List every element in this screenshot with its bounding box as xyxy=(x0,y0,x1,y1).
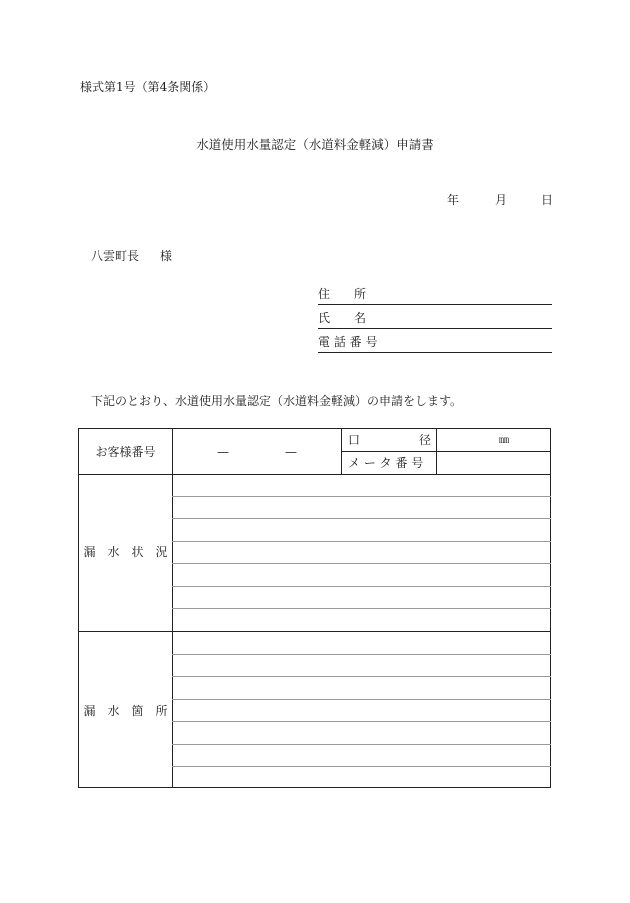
applicant-phone-label: 電 話 番 号 xyxy=(318,335,378,349)
date-day-label: 日 xyxy=(541,193,554,207)
customer-number-dash-1: — xyxy=(217,445,229,459)
leak-location-label: 漏 水 箇 所 xyxy=(83,704,168,718)
applicant-phone-row xyxy=(318,335,552,353)
applicant-name-row xyxy=(318,311,552,329)
diameter-unit: ㎜ xyxy=(499,435,509,446)
intro-text: 下記のとおり、水道使用水量認定（水道料金軽減）の申請をします。 xyxy=(91,394,463,408)
document-title: 水道使用水量認定（水道料金軽減）申請書 xyxy=(196,137,434,152)
customer-number-dash-2: — xyxy=(285,445,297,459)
addressee-name: 八雲町長 xyxy=(91,249,140,263)
leak-status-label: 漏 水 状 況 xyxy=(83,545,168,559)
diameter-label-part-2: 径 xyxy=(419,433,432,447)
date-year-label: 年 xyxy=(447,193,460,207)
diameter-label-part-1: 口 xyxy=(348,433,361,447)
diameter-field[interactable] xyxy=(437,430,551,451)
date-month-label: 月 xyxy=(495,193,508,207)
customer-number-field[interactable] xyxy=(173,430,340,473)
application-table xyxy=(78,428,551,788)
applicant-address-row xyxy=(318,287,552,305)
applicant-address-label: 住 所 xyxy=(318,287,367,301)
customer-number-label: お客様番号 xyxy=(95,445,156,459)
applicant-name-label: 氏 名 xyxy=(318,311,367,325)
leak-location-field[interactable] xyxy=(173,632,551,787)
addressee-honorific: 様 xyxy=(160,249,173,263)
form-number: 様式第1号（第4条関係） xyxy=(80,80,216,94)
meter-number-label: メ ー タ 番 号 xyxy=(348,456,424,470)
meter-number-field[interactable] xyxy=(437,452,551,474)
